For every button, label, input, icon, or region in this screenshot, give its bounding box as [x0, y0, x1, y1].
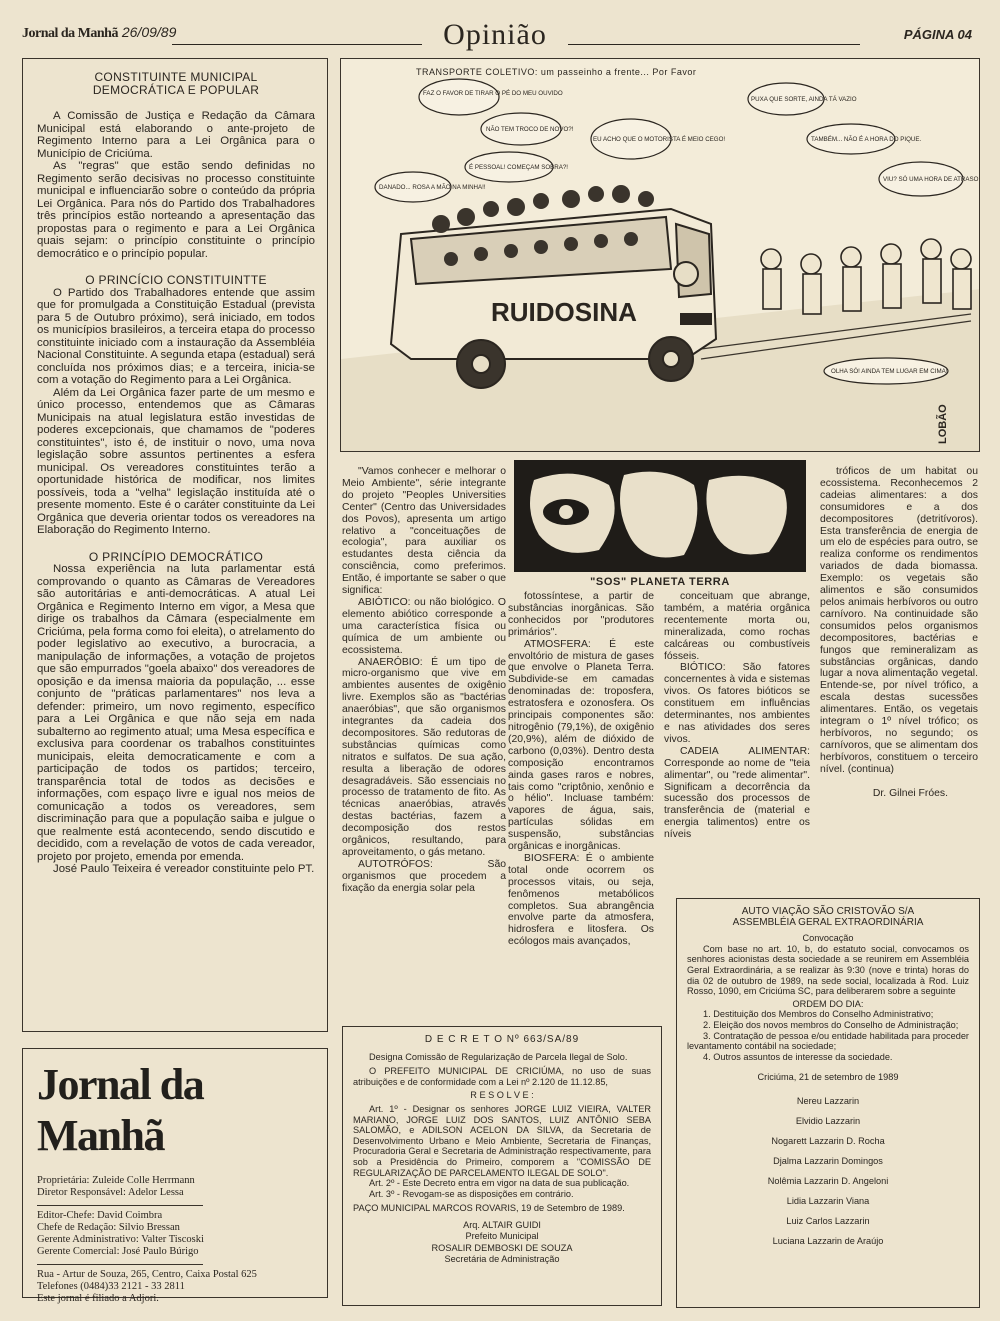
balloon-text: FAZ O FAVOR DE TIRAR O PÉ DO MEU OUVIDO — [423, 90, 563, 97]
world-map-icon — [514, 460, 806, 572]
paragraph: fotossíntese, a partir de substâncias inorgânicas. São conhecidos por "produtores primários". — [508, 591, 654, 638]
balloon-text: TAMBÉM... NÃO É A HORA DO PIQUE. — [811, 136, 922, 143]
agenda-item: 2. Eleição dos novos membros do Conselho de Administração; — [703, 1019, 959, 1030]
assembly-notice — [676, 898, 980, 1308]
subheading: O PRINCÍCIO CONSTITUINTTE — [85, 273, 267, 287]
decree-place: PAÇO MUNICIPAL MARCOS ROVARIS, 19 de Setembro de 1989. — [353, 1203, 625, 1214]
masthead-line: Rua - Artur de Souza, 265, Centro, Caixa Postal 625 — [37, 1269, 257, 1280]
paragraph: "Vamos conhecer e melhorar o Meio Ambiente", série integrante do projeto "Peoples Universities Center" (Centro das Universidades dos Povos), apresenta um artigo relativo a "conceituações de ecologia", para auxiliar os estudantes desta ciência da consciência, como preferimos. Então, é importante se saber o que significa: — [342, 466, 506, 597]
masthead — [22, 1048, 328, 1304]
paragraph: CADEIA ALIMENTAR: Corresponde ao nome de "teia alimentar", ou "rede alimentar". Significam a decorrência da sucessão dos processos de transferência de (material e energia talimentos) entre os níveis — [664, 745, 810, 841]
signer-name: Arq. ALTAIR GUIDI — [463, 1219, 541, 1230]
notice-convocacao: Convocação — [802, 933, 854, 944]
paragraph: ABIÓTICO: ou não biológico. O elemento abiótico corresponde a uma característica física ou química de um ambiente ou ecossistema. — [342, 596, 506, 656]
masthead-line: Telefones (0484)33 2121 - 33 2811 — [37, 1281, 185, 1292]
header-rule-right — [568, 44, 860, 45]
decree-article: Art. 2º - Este Decreto entra em vigor na data de sua publicação. — [369, 1178, 630, 1189]
notice-body: Com base no art. 10, b, do estatuto social, convocamos os senhores acionistas desta sociedade a se reunirem em Assembléia Geral Extraordinária, a se realizar às 9:30 (nove e trinta) horas do dia 02 de outubro de 1989, na sede social, localizada à Rod. Luiz Rosso, 1090, em Criciúma SC, para deliberarem sobre a seguinte — [687, 943, 969, 997]
author-signature: Dr. Gilnei Fróes. — [872, 787, 948, 799]
signer: Djalma Lazzarin Domingos — [773, 1155, 883, 1166]
header-rule-left — [172, 44, 422, 45]
decree-box — [342, 1026, 662, 1306]
paragraph: O Partido dos Trabalhadores entende que assim que for promulgada a Constituição Estadual (prevista para 5 de Outubro próximo), será iniciado, em todos os municípios brasileiros, a terceira etapa do processo constituinte iniciado com a instauração da Assembléia Nacional Constituinte. A segunda etapa (estadual) será concluída nos próximos dias; e a terceira, inicia-se com a votação do Regimento para a Lei Orgânica. — [37, 286, 315, 386]
masthead-line: Este jornal é filiado a Adjori. — [37, 1293, 159, 1304]
paragraph: BIOSFERA: É o ambiente total onde ocorrem os processos vitais, ou seja, fenômenos metabólicos completos. Sua abrangência envolve parte da atmosfera, hidrosfera e litosfera. Os ecólogos mais avançados, — [508, 852, 654, 948]
page-number: PÁGINA 04 — [903, 27, 972, 42]
decree-title: D E C R E T O Nº 663/SA/89 — [424, 1034, 580, 1045]
bus-sign: RUIDOSINA — [491, 297, 637, 327]
decree-intro: O PREFEITO MUNICIPAL DE CRICIÚMA, no uso de suas atribuições e de conformidade com a Lei nº 2.120 de 11.12.85, — [353, 1066, 651, 1087]
signer: Nogarett Lazzarin D. Rocha — [771, 1135, 885, 1146]
agenda-item: 3. Contratação de pessoa e/ou entidade habilitada para proceder levantamento contábil na sociedade; — [687, 1030, 969, 1052]
masthead-line: Diretor Responsável: Adelor Lessa — [37, 1187, 184, 1198]
decree-article: Art. 1º - Designar os senhores JORGE LUIZ VIEIRA, VALTER MARIANO, JORGE LUIZ DOS SANTOS, LUIZ ANTÔNIO SEBA SALOMÃO, e ADILSON ACELON DA SILVA, da Secretaria de Desenvolvimento Urbano e Meio Ambiente, Secretaria de Finanças, Procuradoria Geral e Secretaria de Administração respectivamente, para sob a Presidência do Primeiro, comporem a "COMISSÃO DE REGULARIZAÇÃO DE PARCELAMENTO ILEGAL DE SOLO". — [353, 1103, 651, 1178]
balloon-text: OLHA SÓ! AINDA TEM LUGAR EM CIMA! — [831, 368, 948, 375]
env-column-4 — [820, 466, 978, 799]
paragraph: ATMOSFERA: É este envoltório de mistura de gases que envolve o Planeta Terra. Subdivide-se em camadas denominadas de: troposfera, estratosfera e ozonosfera. Os principais componentes são: nitrogênio (79,1%), de oxigênio (20,9%), além de dióxido de carbono (0,03%). Dentro desta composição encontramos ainda gases raros e nobres, tais como "criptônio, xenônio e o hélio". Incluase também: vapores de água, sais, partículas sólidas em suspensão, substâncias orgânicas e inorgânicas. — [508, 638, 654, 853]
issue-date: 26/09/89 — [121, 24, 177, 40]
masthead-line: Editor-Chefe: David Coimbra — [37, 1210, 163, 1221]
paragraph: AUTOTRÓFOS: São organismos que procedem a fixação da energia solar pela — [342, 858, 506, 894]
paragraph: As "regras" que estão sendo definidas no Regimento serão decisivas no processo constituinte municipal e influenciarão sobre o conteúdo da própria Lei Orgânica. Para nós do Partido dos Trabalhadores três princípios estão norteando a apresentação das propostas para o regimento e para a Lei Orgânica quais sejam: o princípio constituinte o princípio democrático e o princípio popular. — [37, 160, 315, 260]
agenda-item: 4. Outros assuntos de interesse da sociedade. — [703, 1051, 893, 1062]
article-title: CONSTITUINTE MUNICIPAL DEMOCRÁTICA E POPULAR — [92, 70, 260, 97]
agenda-item: 1. Destituição dos Membros do Conselho Administrativo; — [703, 1009, 934, 1020]
notice-agenda-title: ORDEM DO DIA: — [792, 998, 864, 1009]
notice-date: Criciúma, 21 de setembro de 1989 — [757, 1072, 899, 1083]
planet-image — [514, 460, 806, 572]
decree-article: Art. 3º - Revogam-se as disposições em contrário. — [369, 1188, 574, 1199]
cartoon-caption: TRANSPORTE COLETIVO: um passeinho a frente... Por Favor — [416, 67, 697, 77]
article-constituinte — [22, 58, 328, 1032]
balloon-text: EU ACHO QUE O MOTORISTA É MEIO CEGO! — [593, 136, 726, 143]
signer: Elvidio Lazzarin — [795, 1115, 861, 1126]
masthead-line: Proprietária: Zuleide Colle Herrmann — [37, 1175, 195, 1186]
balloon-text: É PESSOAL! COMEÇAM SOBRA?! — [469, 164, 569, 171]
cartoon-drawing — [341, 59, 980, 452]
signer: Nereu Lazzarin — [796, 1095, 860, 1106]
paragraph: ANAERÓBIO: É um tipo de micro-organismo que vive em ambientes ausentes de oxigênio livre. Exemplos são as "bactérias anaeróbias", que são organismos integrantes da cadeia dos decompositores. São redutoras de substâncias químicas como nitratos e sulfatos. De sua ação, resulta a liberação de odores desagradáveis. São essenciais no processo de tratamento de fito. As técnicas anaeróbias, através destas bactérias, fazem a decomposição dos restos orgânicos, resultando, para aproveitamento, o gás metano. — [342, 656, 506, 858]
decree-lead: Designa Comissão de Regularização de Parcela Ilegal de Solo. — [369, 1051, 628, 1062]
signer: Lidia Lazzarin Viana — [786, 1195, 870, 1206]
masthead-line: Chefe de Redação: Silvio Bressan — [37, 1222, 180, 1233]
masthead-line: Gerente Administrativo: Valter Tiscoski — [37, 1234, 204, 1245]
notice-company: AUTO VIAÇÃO SÃO CRISTOVÃO S/A — [741, 906, 915, 917]
paper-name: Jornal da Manhã — [22, 26, 118, 41]
header-left — [22, 24, 176, 42]
paragraph: Além da Lei Orgânica fazer parte de um mesmo e único processo, entendemos que as Câmaras Municipais na atual legislatura estão investidas de poderes excepcionais, que chamamos de "poderes constituintes", isto é, de instituir o novo, uma nova legislação sobre assuntos pertinentes a esfera municipal. Os vereadores constituintes terão a oportunidade histórica de modificar, nos limites possíveis, toda a "velha" legislação instituída até o presente momento. Este é o caráter constituinte da Lei Orgânica que deveria orientar todos os vereadores na Elaboração do Regimento Interno. — [37, 386, 315, 536]
cartoon — [340, 58, 980, 452]
paragraph: A Comissão de Justiça e Redação da Câmara Municipal está elaborando o ante-projeto de Regimento Interno para a Lei Orgânica para o Município de Criciúma. — [37, 110, 315, 160]
decree-resolve: R E S O L V E : — [470, 1090, 534, 1101]
balloon-text: NÃO TEM TROCO DE NOVO?! — [486, 126, 574, 133]
signer: Luiz Carlos Lazzarin — [786, 1215, 870, 1226]
env-column-3 — [664, 591, 810, 841]
signer-role: Secretária de Administração — [444, 1253, 560, 1264]
balloon-text: VIU? SÓ UMA HORA DE ATRASO! — [883, 176, 981, 183]
paragraph: BIÓTICO: São fatores concernentes à vida e sistemas vivos. Os fatores bióticos se constituem em influências determinantes, nos ambientes e nas atividades dos seres vivos. — [664, 662, 810, 745]
balloon-text: PUXA QUE SORTE, AINDA TÁ VAZIO — [751, 96, 857, 103]
paragraph: conceituam que abrange, também, a matéria orgânica recentemente morta ou, mineralizada, como rochas calcáreas ou combustíveis fósseis. — [664, 591, 810, 662]
section-title: Opinião — [443, 18, 547, 51]
signer-name: ROSALIR DEMBOSKI DE SOUZA — [431, 1243, 573, 1254]
signer: Luciana Lazzarin de Araújo — [772, 1235, 884, 1246]
paragraph: Nossa experiência na luta parlamentar está comprovando o quanto as Câmaras de Vereadores são autoritárias e anti-democráticas. A atual Lei Orgânica e Regimento Interno em vigor, a Mesa que dirige os trabalhos da Câmara (especialmente em Criciúma, pela forma como foi eleita), o atrelamento do poder legislativo ao executivo, a burocracia, a manipulação de informações, a votação de projetos que são empurrados "goela abaixo" dos vereadores de oposição e da imensa maioria da população, ... esse conjunto de "práticas parlamentares" nos leva a defender: primeiro, um novo regimento, específico para a Lei Orgânica e que não seja em nada subalterno ao regimento atual; uma Mesa específica e exclusiva para coordenar os trabalhos constituintes municipais, eleita democraticamente e com a participação de todos os partidos; terceiro, transparência total de todos as decisões e informações, com espaço livre e igual nos meios de comunicação a todos os vereadores, sem discriminação para que a população saiba e julgue o que realmente está acontecendo, sendo discutido e decidido, com a revelação de votos de cada vereador, projeto por projeto, emenda por emenda. — [37, 563, 315, 863]
notice-title: ASSEMBLÉIA GERAL EXTRAORDINÁRIA — [732, 916, 924, 928]
signer: Nolêmia Lazzarin D. Angeloni — [767, 1175, 889, 1186]
image-caption: "SOS" PLANETA TERRA — [590, 576, 730, 588]
env-column-2 — [508, 591, 654, 948]
env-column-1 — [342, 466, 506, 895]
masthead-line: Gerente Comercial: José Paulo Búrigo — [37, 1246, 199, 1257]
subheading: O PRINCÍPIO DEMOCRÁTICO — [88, 549, 264, 564]
signature: José Paulo Teixeira é vereador constituinte pelo PT. — [53, 863, 315, 875]
paragraph: tróficos de um habitat ou ecossistema. Reconhecemos 2 cadeias alimentares: a dos consumidores e a dos decompositores (detritívoros). Esta transferência de energia de um elo de espécies para outro, se realiza conforme os rendimentos variados de dada biomassa. Exemplo: os vegetais são alimentos e são consumidos pelos animais herbívoros ou outro carnívoro. Na continuidade são consumidos pelos organismos decompositores, bactérias e fungos que remineralizam as substâncias orgânicas, dando lugar a nova alimentação vegetal. Entende-se, por nível trófico, a escala destas sucessões alimentares. Então, os vegetais integram o 1º nível trófico; os herbívoros, no segundo; os carnívoros, que se alimentam dos herbívoros, constituem o terceiro nível. (continua) — [820, 466, 978, 775]
signer-role: Prefeito Municipal — [465, 1230, 539, 1241]
balloon-text: DANADO... ROSA A MÃO NA MINHA!! — [379, 184, 486, 191]
cartoon-signature: LOBÃO — [937, 404, 949, 444]
masthead-logo: Jornal da Manhã — [37, 1060, 204, 1160]
